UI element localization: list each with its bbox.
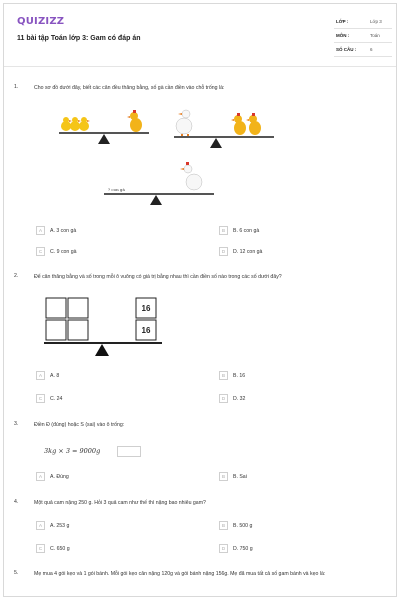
- question-text: Mẹ mua 4 gói kẹo và 1 gói bánh. Mỗi gói kẹo cân nặng 120g và gói bánh nặng 156g. Mẹ đã mua tất cả số gam bánh và kẹo là:: [34, 571, 326, 577]
- question-number: 4.: [14, 499, 19, 505]
- question-number: 3.: [14, 421, 19, 427]
- option-letter: B: [219, 371, 228, 380]
- balance-scales-illustration: [54, 104, 284, 209]
- option-text: B. 6 con gà: [233, 227, 260, 234]
- option-letter: C: [36, 247, 45, 256]
- chick-icon: [79, 117, 90, 131]
- option-b[interactable]: [219, 226, 379, 235]
- option-a[interactable]: [36, 226, 196, 235]
- question-text: Điền Đ (đúng) hoặc S (sai) vào ô trống:: [34, 422, 125, 428]
- option-b[interactable]: [219, 521, 379, 530]
- duck-icon: [180, 162, 202, 190]
- question-text: Để cân thăng bằng và số trong mỗi ô vuông có giá trị bằng nhau thì cần điền số nào trong các số dưới đây?: [34, 274, 282, 280]
- option-c[interactable]: [36, 247, 196, 256]
- option-text: C. 650 g: [50, 545, 70, 552]
- option-text: D. 750 g: [233, 545, 253, 552]
- option-text: A. 3 con gà: [50, 227, 77, 234]
- meta-label: MÔN :: [336, 33, 350, 38]
- question-number: 2.: [14, 273, 19, 279]
- worksheet-page: [3, 3, 397, 597]
- scale-1: [59, 110, 149, 144]
- quizizz-logo: QUIZIZZ: [17, 16, 65, 27]
- option-a[interactable]: [36, 521, 196, 530]
- option-text: B. 16: [233, 372, 246, 379]
- option-text: D. 32: [233, 395, 246, 402]
- question-number: 5.: [14, 570, 19, 576]
- question-text: Cho sơ đồ dưới đây, biết các cân đều thăng bằng, số gà cần điền vào chỗ trống là:: [34, 85, 225, 91]
- value-boxes: [136, 298, 156, 340]
- option-text: D. 12 con gà: [233, 248, 263, 255]
- empty-boxes: [46, 298, 88, 340]
- option-text: B. 500 g: [233, 522, 253, 529]
- option-letter: D: [219, 544, 228, 553]
- option-text: A. 253 g: [50, 522, 70, 529]
- meta-label: LỚP :: [336, 19, 349, 24]
- option-text: B. Sai: [233, 473, 247, 480]
- question-number: 1.: [14, 84, 19, 90]
- meta-row-count: [334, 43, 392, 57]
- hen-icon: [231, 113, 246, 135]
- option-letter: A: [36, 472, 45, 481]
- meta-value: Lớp 3: [370, 19, 382, 24]
- option-d[interactable]: [219, 394, 379, 403]
- answer-blank[interactable]: [117, 446, 141, 457]
- option-letter: A: [36, 371, 45, 380]
- option-d[interactable]: [219, 247, 379, 256]
- option-text: C. 24: [50, 395, 63, 402]
- option-c[interactable]: [36, 394, 196, 403]
- option-text: C. 9 con gà: [50, 248, 77, 255]
- unknown-chicks-label: ? con gà: [108, 187, 125, 192]
- option-letter: D: [219, 247, 228, 256]
- equation: 3kg × 3 = 9000g: [44, 447, 101, 455]
- option-a[interactable]: [36, 371, 196, 380]
- balance-fulcrum: [95, 344, 109, 356]
- option-b[interactable]: [219, 371, 379, 380]
- meta-table: [334, 15, 392, 57]
- option-letter: B: [219, 226, 228, 235]
- meta-label: SỐ CÂU :: [336, 47, 357, 52]
- option-letter: C: [36, 544, 45, 553]
- meta-row-grade: [334, 15, 392, 29]
- option-letter: A: [36, 521, 45, 530]
- option-text: A. Đúng: [50, 473, 69, 480]
- hen-icon: [127, 110, 142, 132]
- option-letter: A: [36, 226, 45, 235]
- question-text: Một quả cam nặng 250 g. Hỏi 3 quả cam như thế thì nặng bao nhiêu gam?: [34, 500, 206, 506]
- header-divider: [4, 66, 397, 67]
- balance-beam: [44, 342, 162, 344]
- chick-icon: [70, 117, 81, 131]
- meta-value: 6: [370, 47, 373, 52]
- option-a[interactable]: [36, 472, 196, 481]
- option-letter: B: [219, 472, 228, 481]
- box-value: 16: [141, 304, 151, 313]
- box-value: 16: [141, 326, 151, 335]
- option-text: A. 8: [50, 372, 60, 379]
- option-letter: D: [219, 394, 228, 403]
- option-d[interactable]: [219, 544, 379, 553]
- option-b[interactable]: [219, 472, 379, 481]
- worksheet-title: 11 bài tập Toán lớp 3: Gam có đáp án: [17, 35, 141, 42]
- chick-icon: [61, 117, 72, 131]
- option-c[interactable]: [36, 544, 196, 553]
- meta-value: Toán: [370, 33, 380, 38]
- scale-3: [104, 162, 214, 205]
- scale-2: [174, 110, 274, 148]
- number-balance-illustration: [44, 296, 184, 358]
- hen-icon: [246, 113, 261, 135]
- duck-icon: [176, 110, 192, 136]
- option-letter: C: [36, 394, 45, 403]
- option-letter: B: [219, 521, 228, 530]
- meta-row-subject: [334, 29, 392, 43]
